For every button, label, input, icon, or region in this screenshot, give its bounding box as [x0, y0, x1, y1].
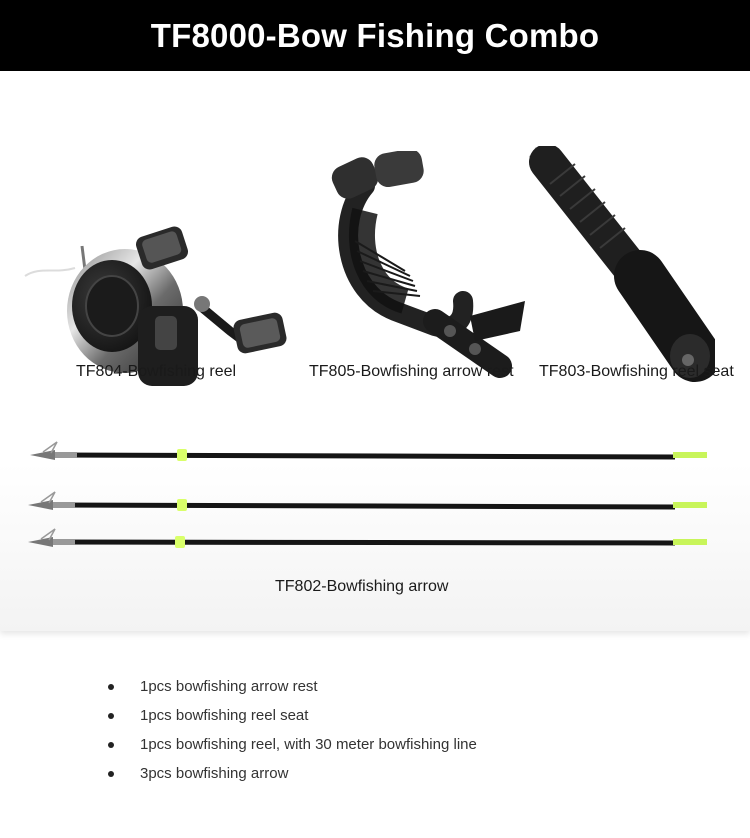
arrow-1	[30, 442, 707, 461]
page-header	[0, 0, 750, 71]
bullet-icon	[108, 771, 114, 777]
reel-caption: TF804-Bowfishing reel	[76, 363, 237, 380]
bullet-icon	[108, 742, 114, 748]
list-item-text: 3pcs bowfishing arrow	[140, 765, 289, 782]
bullet-icon	[108, 684, 114, 690]
reel-seat-image	[525, 146, 715, 391]
arrow-rest-image	[325, 151, 535, 391]
list-item	[100, 733, 477, 762]
list-item	[100, 704, 477, 733]
product-panel	[0, 71, 750, 631]
arrow-2	[28, 492, 707, 511]
page-title: TF8000-Bow Fishing Combo	[150, 16, 600, 54]
bullet-icon	[108, 713, 114, 719]
list-item-text: 1pcs bowfishing arrow rest	[140, 678, 318, 695]
bowfishing-arrow-image	[25, 436, 715, 561]
package-contents-list	[100, 675, 477, 791]
list-item-text: 1pcs bowfishing reel, with 30 meter bowfishing line	[140, 736, 477, 753]
arrow-3	[28, 529, 707, 548]
arrow-caption: TF802-Bowfishing arrow	[275, 578, 449, 595]
arrow-rest-caption: TF805-Bowfishing arrow rest	[309, 363, 514, 380]
list-item	[100, 675, 477, 704]
list-item	[100, 762, 477, 791]
list-item-text: 1pcs bowfishing reel seat	[140, 707, 309, 724]
reel-seat-caption: TF803-Bowfishing reel seat	[539, 363, 734, 380]
